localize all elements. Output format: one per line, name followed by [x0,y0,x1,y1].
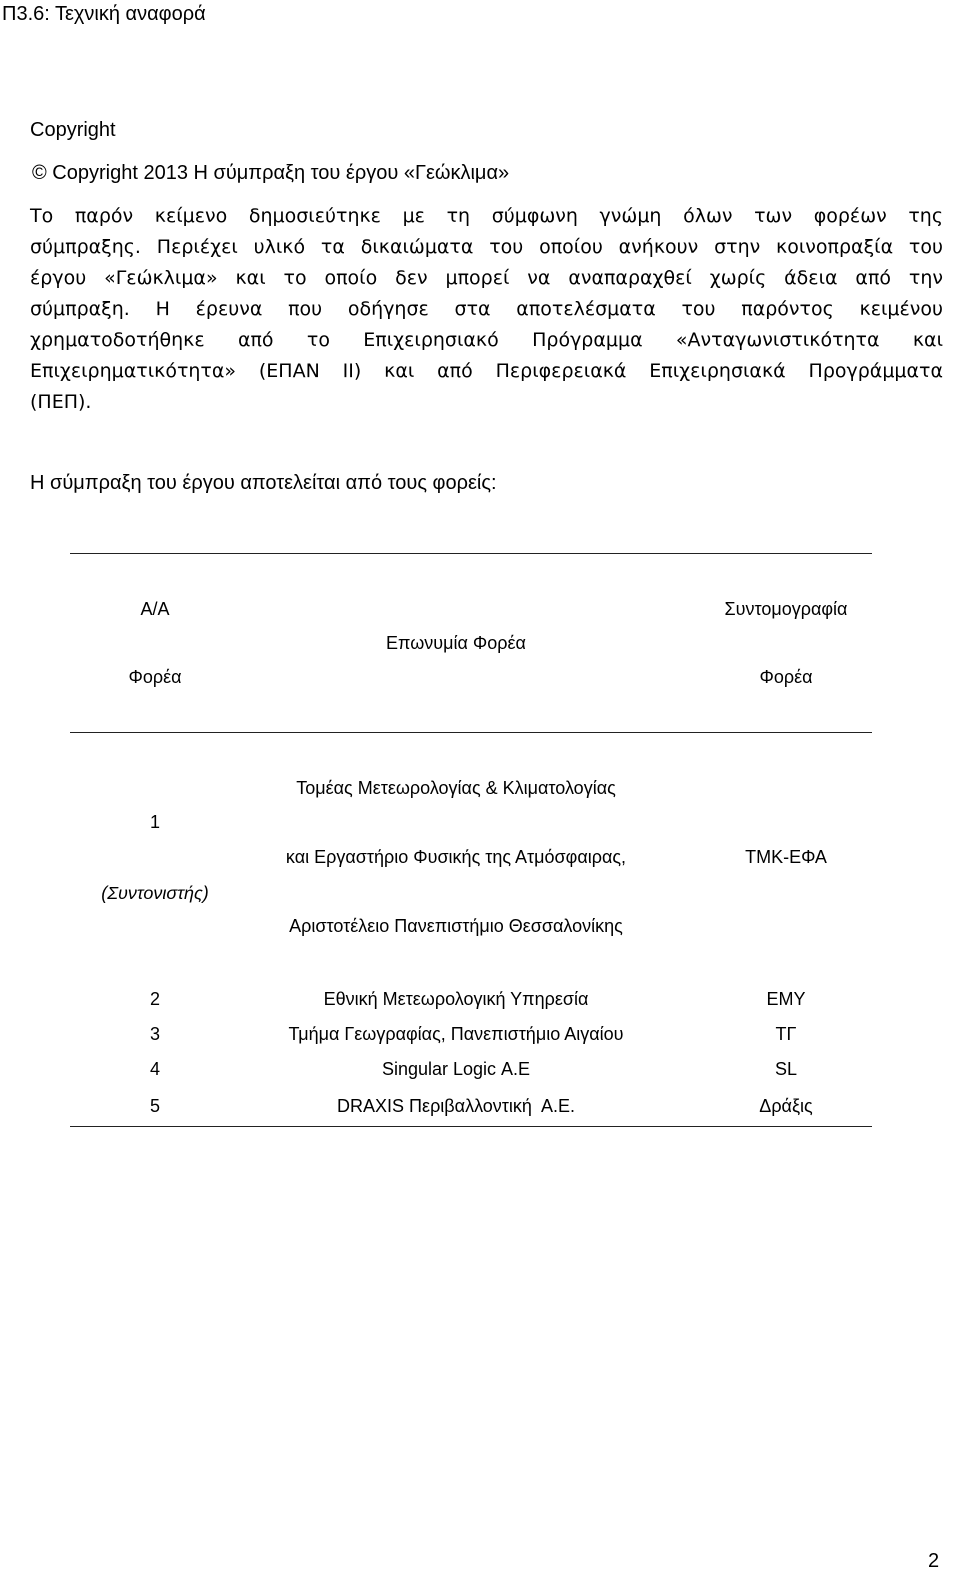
table-row [70,1087,872,1126]
paragraph-line: χρηματοδοτήθηκε από το Επιχειρησιακό Πρόγραμμα «Ανταγωνιστικότητα και [30,329,943,351]
table-row [70,982,872,1017]
partners-intro: Η σύμπραξη του έργου αποτελείται από τους φορείς: [30,472,497,494]
copyright-notice: © Copyright 2013 Η σύμπραξη του έργου «Γεώκλιμα» [32,162,510,184]
paragraph-line: σύμπραξης. Περιέχει υλικό τα δικαιώματα του οποίου ανήκουν στην κοινοπραξία του [30,236,943,258]
partner-name: Τμήμα Γεωγραφίας, Πανεπιστήμιο Αιγαίου [288,1024,624,1044]
partner-name-line: Τομέας Μετεωρολογίας & Κλιματολογίας [296,778,616,798]
column-header-index [70,554,240,733]
copyright-heading: Copyright [30,119,116,141]
column-header-name-label: Επωνυμία Φορέα [386,633,526,653]
column-header-name [240,554,672,733]
copyright-paragraph [30,201,943,418]
partner-abbr: SL [774,1059,798,1079]
partner-name: Singular Logic Α.Ε [381,1059,531,1079]
column-header-index-line: Φορέα [128,667,182,687]
running-header: Π3.6: Τεχνική αναφορά [2,3,206,25]
table-header-row [70,554,872,733]
partner-abbr: Δράξις [759,1095,813,1116]
column-header-index-line: Α/Α [140,599,170,619]
partners-table [70,553,872,1127]
table-row [70,733,872,983]
partner-abbr: ΤΓ [775,1024,797,1044]
partner-index: 4 [149,1059,160,1079]
partner-role: (Συντονιστής) [101,882,209,903]
paragraph-line: έργου «Γεώκλιμα» και το οποίο δεν μπορεί να αναπαραχθεί χωρίς άδεια από την [30,267,943,289]
column-header-abbr-line: Συντομογραφία [724,599,848,619]
partner-name: DRAXIS Περιβαλλοντική Α.Ε. [337,1095,575,1116]
paragraph-line: Το παρόν κείμενο δημοσιεύτηκε με τη σύμφωνη γνώμη όλων των φορέων της [30,205,943,227]
partner-index-cell [70,733,240,983]
partner-index: 5 [149,1095,160,1116]
paragraph-line: (ΠΕΠ). [30,391,92,413]
partner-name-line: και Εργαστήριο Φυσικής της Ατμόσφαιρας, [285,847,627,867]
partner-abbr: ΕΜΥ [766,989,806,1009]
column-header-abbr [672,554,872,733]
partner-name-cell [240,733,672,983]
partner-abbr: ΤΜΚ-ΕΦΑ [745,847,827,867]
column-header-abbr-line: Φορέα [759,667,813,687]
partner-index: 1 [149,811,160,832]
partner-index: 3 [149,1024,160,1044]
partner-name: Εθνική Μετεωρολογική Υπηρεσία [323,989,589,1009]
table-row [70,1052,872,1087]
page-number: 2 [928,1550,940,1572]
paragraph-line: Επιχειρηματικότητα» (ΕΠΑΝ ΙΙ) και από Περιφερειακά Επιχειρησιακά Προγράμματα [30,360,943,382]
table-row [70,1017,872,1052]
partner-name-line: Αριστοτέλειο Πανεπιστήμιο Θεσσαλονίκης [289,916,623,936]
paragraph-line: σύμπραξη. Η έρευνα που οδήγησε στα αποτελέσματα του παρόντος κειμένου [30,298,943,320]
partner-index: 2 [149,989,160,1009]
